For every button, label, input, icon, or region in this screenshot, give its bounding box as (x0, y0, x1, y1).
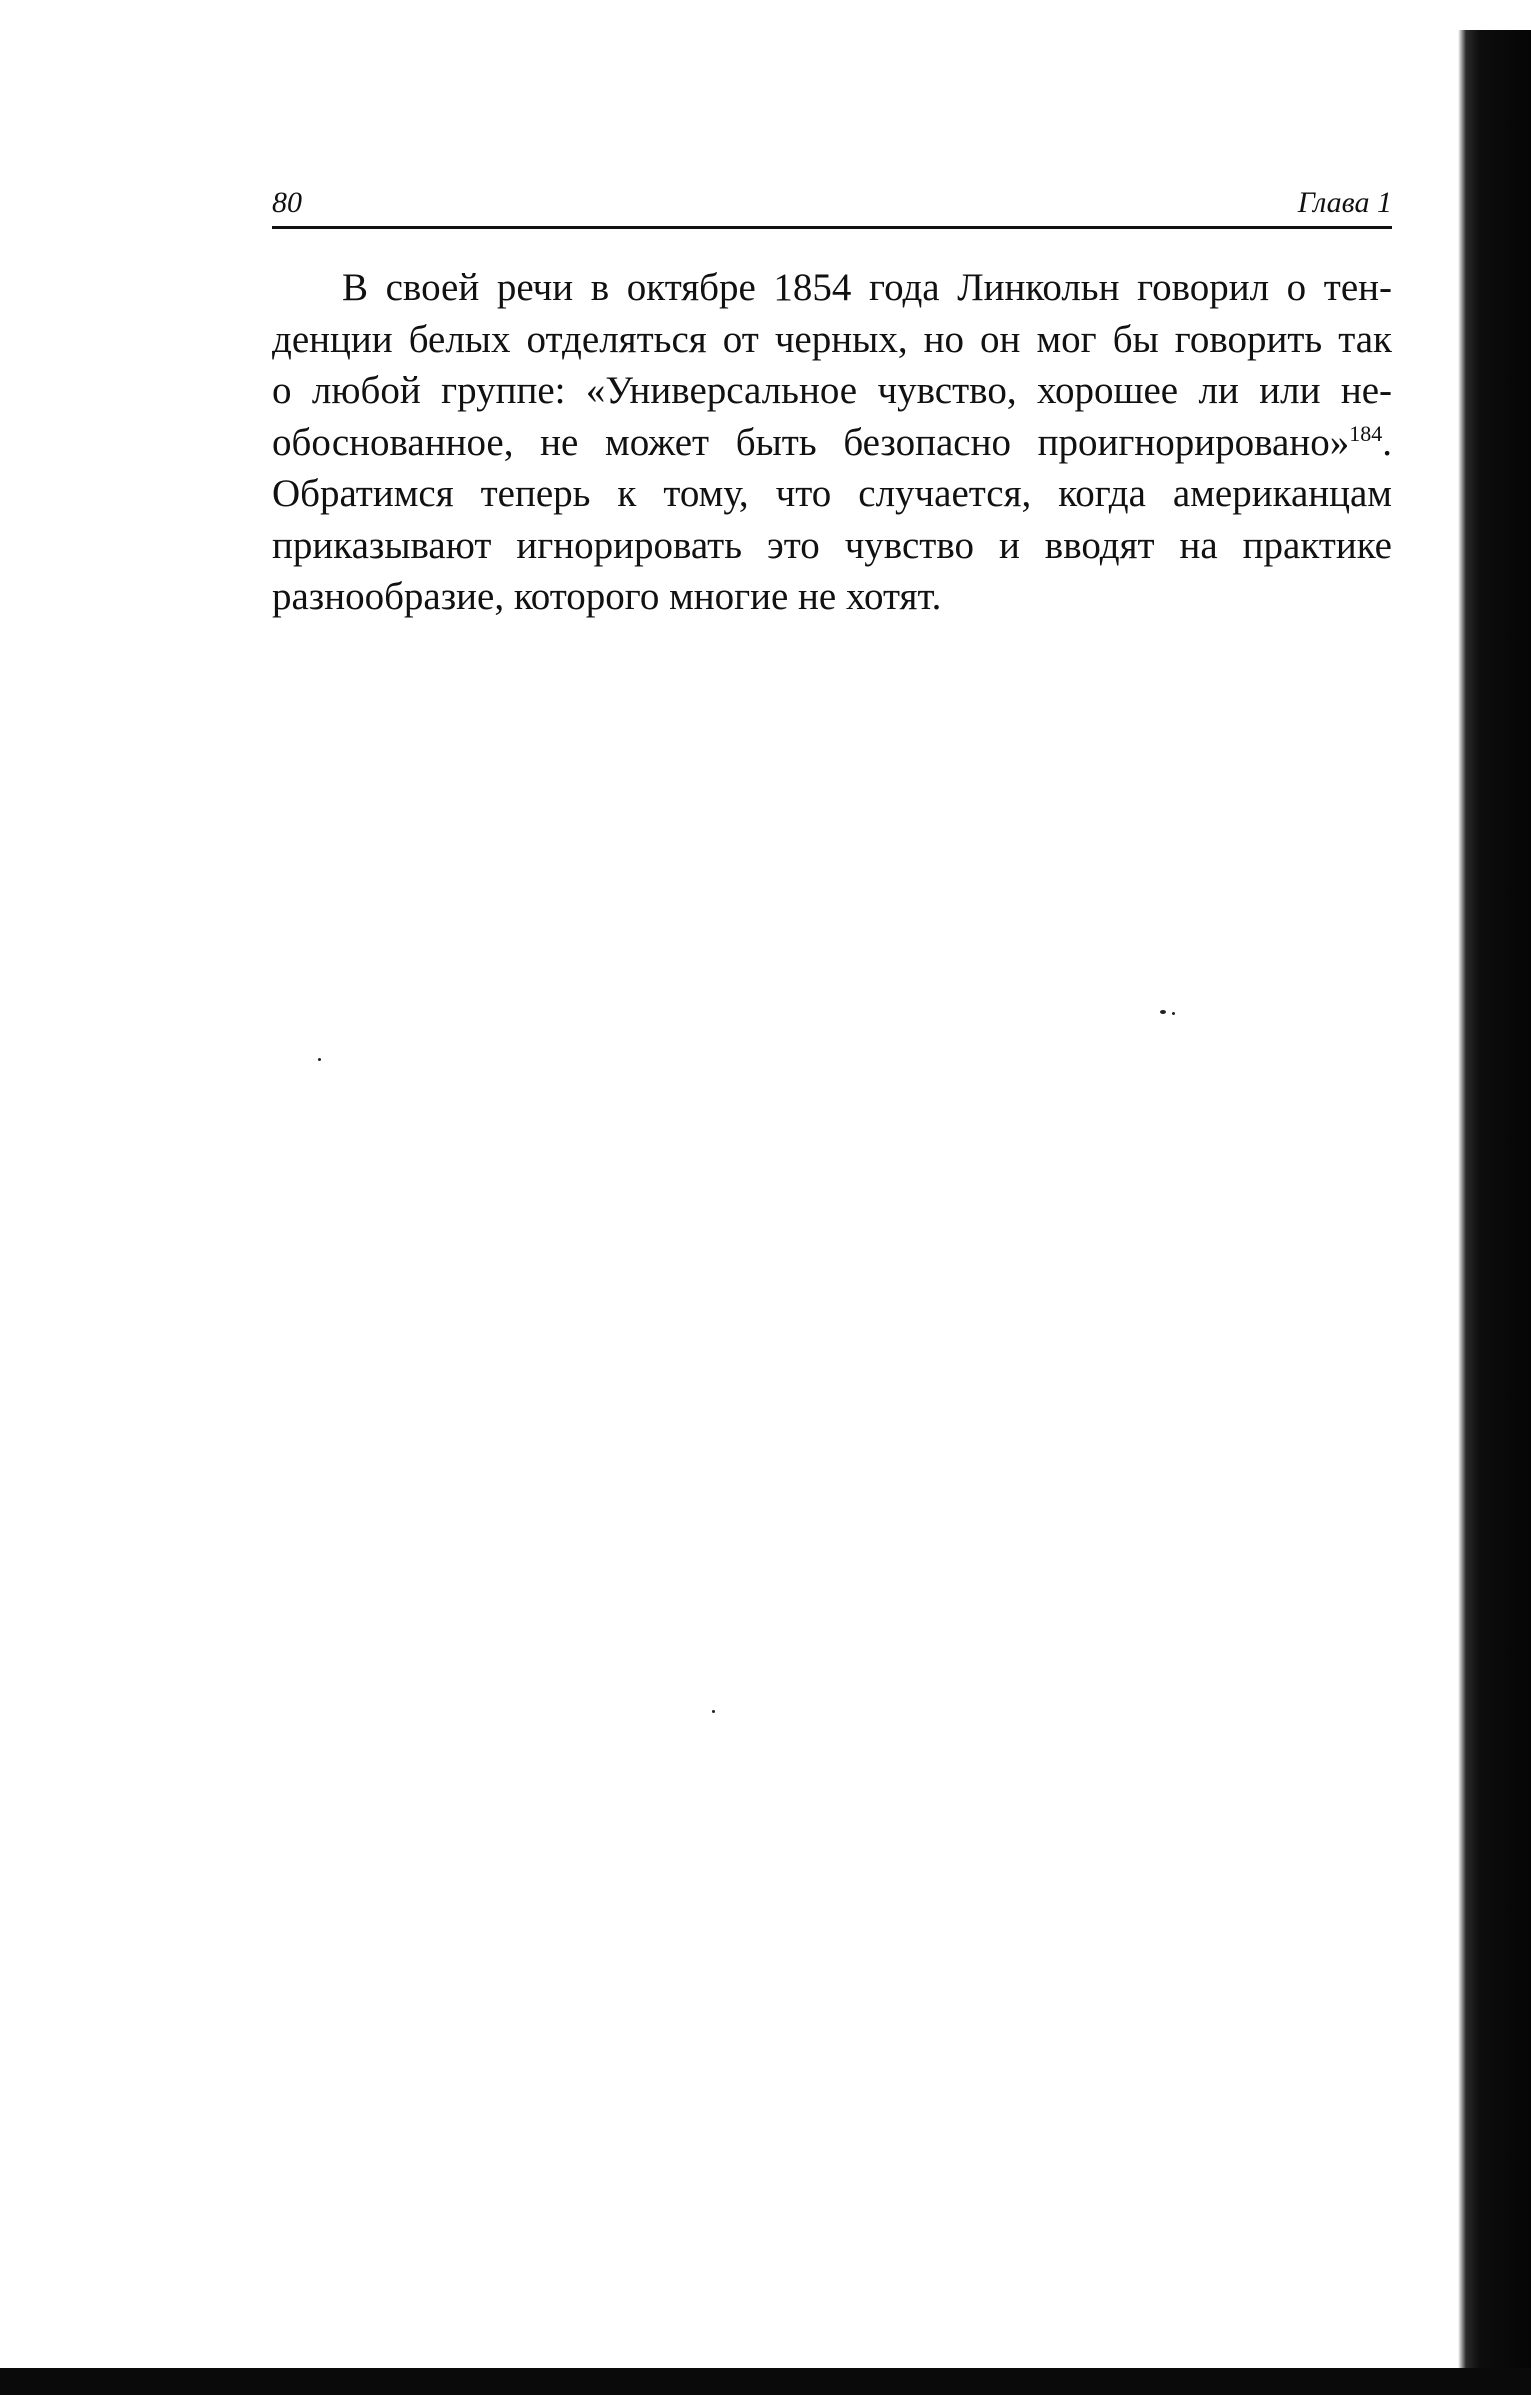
body-paragraph (272, 262, 1392, 623)
running-header (272, 178, 1392, 228)
scan-speck (318, 1058, 321, 1061)
paragraph-line: В своей речи в октябре 1854 года Линкольн говорил о тен- (342, 266, 1392, 309)
page-number: 80 (272, 186, 302, 219)
chapter-title: Глава 1 (1297, 186, 1392, 219)
scan-shadow-right-edge (1458, 30, 1531, 2370)
footnote-trailing-punctuation: . (1382, 420, 1392, 464)
paragraph-line-text: обоснованное, не может быть безопасно проигнорировано» (272, 420, 1350, 464)
footnote-reference: 184 (1349, 420, 1383, 446)
paragraph-line: приказывают игнорировать это чувство и вводят на практике (272, 523, 1392, 567)
paragraph-line: о любой группе: «Универсальное чувство, хорошее ли или не- (272, 369, 1392, 412)
paragraph-line: разнообразие, которого многие не хотят. (272, 575, 942, 618)
paragraph-line: Обратимся теперь к тому, что случается, когда американцам (272, 472, 1392, 515)
scan-speck (712, 1710, 715, 1713)
scan-speck (1172, 1012, 1175, 1015)
scan-shadow-bottom-edge (0, 2368, 1531, 2395)
paragraph-line: денции белых отделяться от черных, но он мог бы говорить так (272, 317, 1392, 361)
paragraph-line-with-footnote (272, 417, 1392, 469)
scan-speck (1160, 1010, 1166, 1014)
header-rule (272, 226, 1392, 229)
